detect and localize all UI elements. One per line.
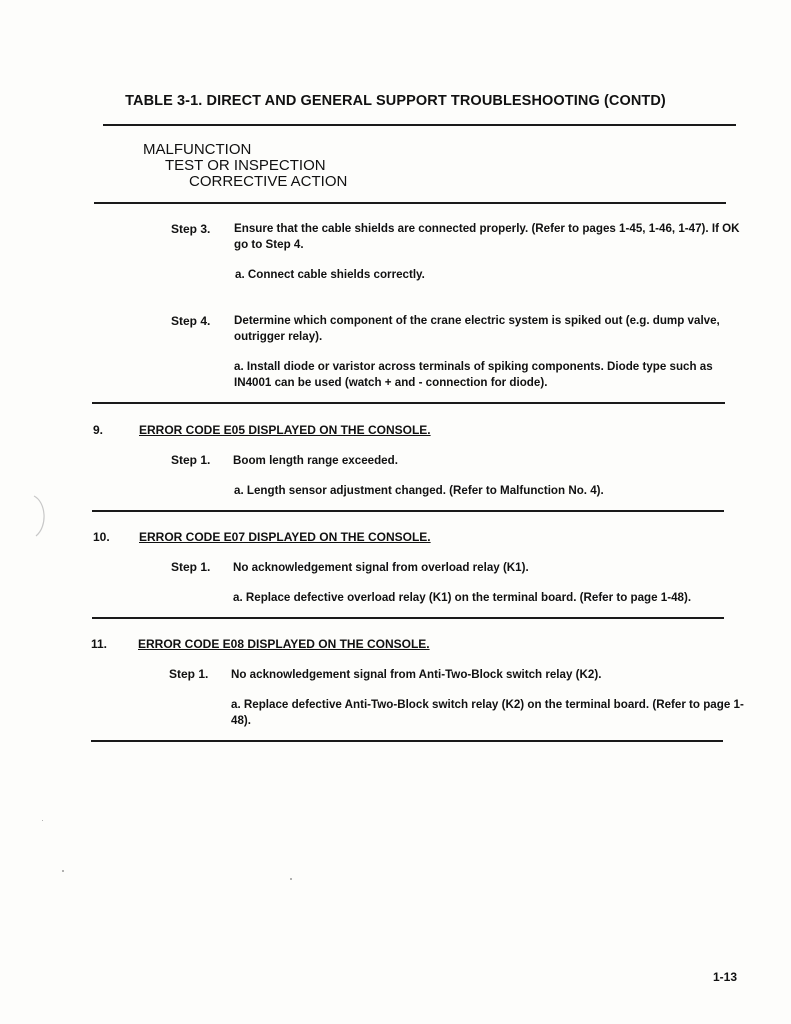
malfunction-10-step-label: Step 1. <box>171 560 211 574</box>
malfunction-11-step-label: Step 1. <box>169 667 209 681</box>
malfunction-10-action: a. Replace defective overload relay (K1) on the terminal board. (Refer to page 1-48). <box>233 591 692 604</box>
step-3-action: a. Connect cable shields correctly. <box>235 268 425 281</box>
malfunction-9-number: 9. <box>93 423 104 437</box>
malfunction-10-number: 10. <box>93 530 110 544</box>
scan-speck <box>62 870 64 872</box>
malfunction-9-step-text: Boom length range exceeded. <box>233 454 398 467</box>
malfunction-11-step-text: No acknowledgement signal from Anti-Two-Block switch relay (K2). <box>231 668 602 681</box>
section-rule <box>92 402 725 404</box>
malfunction-9-action: a. Length sensor adjustment changed. (Refer to Malfunction No. 4). <box>234 484 604 497</box>
step-3-label: Step 3. <box>171 222 211 236</box>
scan-speck <box>290 878 292 880</box>
malfunction-9-title: ERROR CODE E05 DISPLAYED ON THE CONSOLE. <box>139 423 431 437</box>
section-rule <box>91 740 723 742</box>
malfunction-9-step-label: Step 1. <box>171 453 211 467</box>
header-malfunction: MALFUNCTION <box>143 141 252 158</box>
malfunction-10-step-text: No acknowledgement signal from overload relay (K1). <box>233 561 529 574</box>
section-rule <box>92 510 724 512</box>
scan-speck <box>42 820 43 821</box>
malfunction-11-number: 11. <box>91 637 108 651</box>
table-title: TABLE 3-1. DIRECT AND GENERAL SUPPORT TROUBLESHOOTING (CONTD) <box>125 93 666 109</box>
header-test: TEST OR INSPECTION <box>165 157 326 174</box>
malfunction-11-action: a. Replace defective Anti-Two-Block switch relay (K2) on the terminal board. (Refer to page 1-48). <box>231 698 744 727</box>
scan-hole-mark <box>24 492 54 542</box>
malfunction-10-title: ERROR CODE E07 DISPLAYED ON THE CONSOLE. <box>139 530 431 544</box>
header-rule <box>94 202 726 204</box>
step-4-label: Step 4. <box>171 314 211 328</box>
section-rule <box>92 617 724 619</box>
page-number: 1-13 <box>713 970 738 984</box>
step-3-text: Ensure that the cable shields are connected properly. (Refer to pages 1-45, 1-46, 1-47). If OK go to Step 4. <box>234 222 740 251</box>
title-rule <box>103 124 736 126</box>
step-4-action: a. Install diode or varistor across terminals of spiking components. Diode type such as IN4001 can be used (watch + and - connection for diode). <box>234 360 713 389</box>
step-4-text: Determine which component of the crane electric system is spiked out (e.g. dump valve, outrigger relay). <box>234 314 720 343</box>
header-action: CORRECTIVE ACTION <box>189 173 348 190</box>
malfunction-11-title: ERROR CODE E08 DISPLAYED ON THE CONSOLE. <box>138 637 430 651</box>
